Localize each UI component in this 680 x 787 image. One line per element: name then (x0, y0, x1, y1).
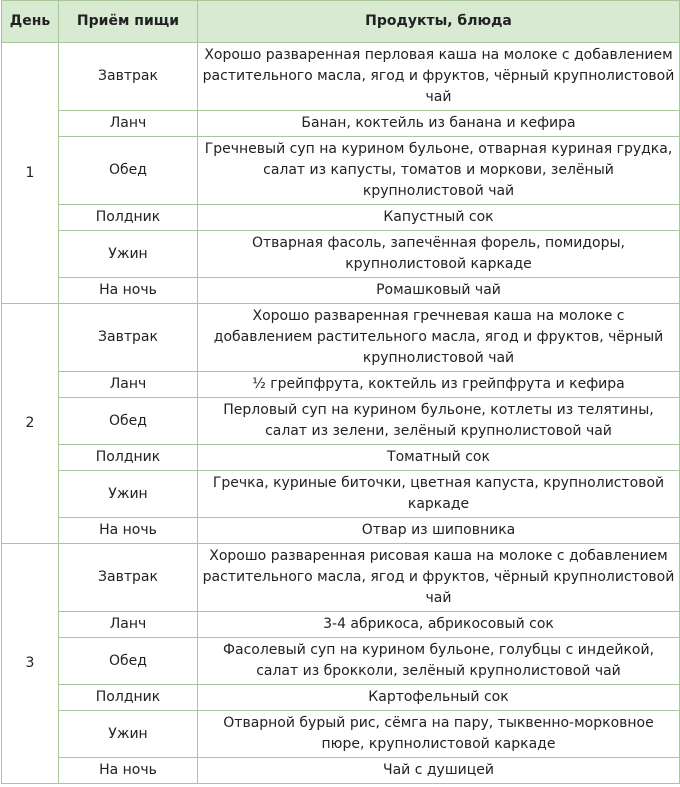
meal-cell: Полдник (59, 685, 198, 711)
table-row (2, 111, 680, 137)
food-cell: 3-4 абрикоса, абрикосовый сок (198, 612, 680, 638)
meal-cell: Ланч (59, 612, 198, 638)
meal-cell: Ланч (59, 372, 198, 398)
meal-cell: Ужин (59, 711, 198, 758)
day-cell: 2 (2, 304, 59, 544)
meal-cell: Полдник (59, 445, 198, 471)
meal-cell: Полдник (59, 205, 198, 231)
meal-cell: Обед (59, 137, 198, 205)
table-row (2, 445, 680, 471)
meal-cell: Обед (59, 398, 198, 445)
table-row (2, 758, 680, 784)
food-cell: Фасолевый суп на курином бульоне, голубцы с индейкой, салат из брокколи, зелёный крупнолистовой чай (198, 638, 680, 685)
meal-cell: Обед (59, 638, 198, 685)
food-cell: Отвар из шиповника (198, 518, 680, 544)
food-cell: Чай с душицей (198, 758, 680, 784)
header-meal: Приём пищи (59, 1, 198, 43)
table-row (2, 398, 680, 445)
food-cell: Томатный сок (198, 445, 680, 471)
food-cell: Хорошо разваренная перловая каша на молоке с добавлением растительного масла, ягод и фруктов, чёрный крупнолистовой чай (198, 43, 680, 111)
meal-cell: На ночь (59, 758, 198, 784)
meal-cell: Ужин (59, 231, 198, 278)
food-cell: Гречневый суп на курином бульоне, отварная куриная грудка, салат из капусты, томатов и моркови, зелёный крупнолистовой чай (198, 137, 680, 205)
meal-cell: На ночь (59, 278, 198, 304)
meal-cell: Ужин (59, 471, 198, 518)
table-row (2, 471, 680, 518)
food-cell: Отварной бурый рис, сёмга на пару, тыквенно-морковное пюре, крупнолистовой каркаде (198, 711, 680, 758)
food-cell: Картофельный сок (198, 685, 680, 711)
header-row (2, 1, 680, 43)
table-row (2, 137, 680, 205)
table-row (2, 685, 680, 711)
table-row (2, 278, 680, 304)
table-row (2, 304, 680, 372)
table-row (2, 43, 680, 111)
food-cell: Перловый суп на курином бульоне, котлеты из телятины, салат из зелени, зелёный крупнолистовой чай (198, 398, 680, 445)
meal-cell: На ночь (59, 518, 198, 544)
table-row (2, 372, 680, 398)
food-cell: Капустный сок (198, 205, 680, 231)
table-row (2, 518, 680, 544)
table-row (2, 638, 680, 685)
day-cell: 3 (2, 544, 59, 784)
table-row (2, 544, 680, 612)
meal-plan-table (1, 0, 680, 784)
table-row (2, 231, 680, 278)
meal-cell: Завтрак (59, 544, 198, 612)
table-row (2, 711, 680, 758)
table-row (2, 205, 680, 231)
food-cell: Банан, коктейль из банана и кефира (198, 111, 680, 137)
day-cell: 1 (2, 43, 59, 304)
food-cell: Хорошо разваренная гречневая каша на молоке с добавлением растительного масла, ягод и фруктов, чёрный крупнолистовой чай (198, 304, 680, 372)
food-cell: Хорошо разваренная рисовая каша на молоке с добавлением растительного масла, ягод и фруктов, чёрный крупнолистовой чай (198, 544, 680, 612)
header-day: День (2, 1, 59, 43)
header-food: Продукты, блюда (198, 1, 680, 43)
food-cell: Ромашковый чай (198, 278, 680, 304)
meal-cell: Завтрак (59, 43, 198, 111)
meal-cell: Ланч (59, 111, 198, 137)
meal-cell: Завтрак (59, 304, 198, 372)
food-cell: ½ грейпфрута, коктейль из грейпфрута и кефира (198, 372, 680, 398)
food-cell: Гречка, куриные биточки, цветная капуста, крупнолистовой каркаде (198, 471, 680, 518)
table-row (2, 612, 680, 638)
food-cell: Отварная фасоль, запечённая форель, помидоры, крупнолистовой каркаде (198, 231, 680, 278)
